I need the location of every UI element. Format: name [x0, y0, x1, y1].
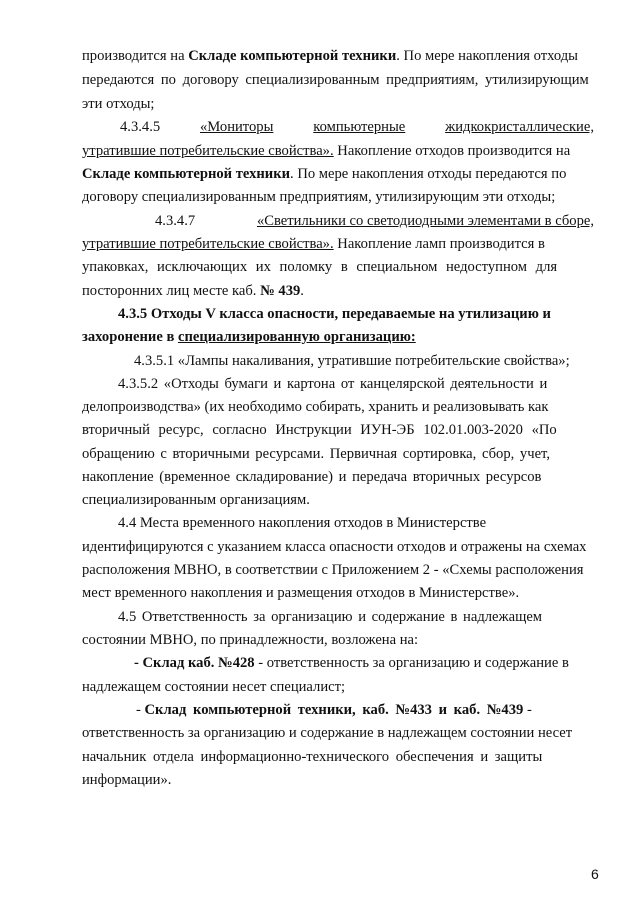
- text-line: 4.3.5.1 «Лампы накаливания, утратившие потребительские свойства»;: [134, 353, 570, 369]
- text-line: [155, 210, 594, 232]
- section-number: 4.3.4.7: [155, 213, 196, 229]
- text-line: передаются по договору специализированным предприятиям, утилизирующим: [82, 72, 589, 88]
- underlined-text: «Мониторы: [199, 119, 274, 135]
- text-line: 4.4 Места временного накопления отходов в Министерстве: [118, 515, 487, 531]
- text-line: 4.5 Ответственность за организацию и содержание в надлежащем: [118, 609, 543, 625]
- text-run: .: [300, 283, 304, 299]
- text-line: состоянии МВНО, по принадлежности, возложена на:: [82, 632, 419, 648]
- text-line: идентифицируются с указанием класса опасности отходов и отражены на схемах: [82, 539, 587, 555]
- text-line: [82, 163, 594, 185]
- text-line: [82, 45, 594, 67]
- text-line: информации».: [82, 772, 172, 788]
- section-heading: [82, 326, 594, 348]
- text-run: . По мере накопления отходы: [396, 48, 578, 64]
- underlined-text: утратившие потребительские свойства».: [82, 236, 334, 252]
- page-number: 6: [591, 866, 599, 882]
- underlined-text: жидкокристаллические,: [445, 119, 594, 135]
- text-line: специализированным организациям.: [82, 492, 310, 508]
- section-heading: 4.3.5 Отходы V класса опасности, передаваемые на утилизацию и: [118, 306, 551, 322]
- text-line: упаковках, исключающих их поломку в специальном недоступном для: [82, 259, 558, 275]
- text-run: Накопление ламп производится в: [333, 236, 545, 252]
- text-run: -: [136, 702, 145, 718]
- section-number: 4.3.4.5: [120, 119, 161, 135]
- text-run: . По мере накопления отходы передаются по: [290, 166, 567, 182]
- text-run: производится на: [82, 48, 189, 64]
- underlined-text: утратившие потребительские свойства».: [82, 143, 334, 159]
- text-line: мест временного накопления и размещения отходов в Министерстве».: [82, 585, 520, 601]
- text-line: начальник отдела информационно-технического обеспечения и защиты: [82, 749, 543, 765]
- text-line: надлежащем состоянии несет специалист;: [82, 679, 346, 695]
- text-line: 4.3.5.2 «Отходы бумаги и картона от канцелярской деятельности и: [118, 376, 548, 392]
- underlined-text: «Светильники со светодиодными элементами в сборе,: [256, 213, 594, 229]
- bold-text: Склад компьютерной техники, каб. №433 и каб. №439: [144, 702, 524, 718]
- text-line: эти отходы;: [82, 96, 155, 112]
- text-run: -: [523, 702, 532, 718]
- underlined-text: компьютерные: [313, 119, 406, 135]
- bold-text: Складе компьютерной техники: [188, 48, 397, 64]
- underlined-text: специализированную организацию:: [177, 329, 416, 345]
- bold-text: - Склад каб. №428: [134, 655, 255, 671]
- text-line: делопроизводства» (их необходимо собирать, хранить и реализовывать как: [82, 399, 549, 415]
- text-line: [136, 699, 594, 721]
- text-line: [82, 280, 594, 302]
- text-line: [134, 652, 594, 674]
- bold-text: захоронение в: [82, 329, 178, 345]
- text-line: вторичный ресурс, согласно Инструкции ИУН-ЭБ 102.01.003-2020 «По: [82, 422, 557, 438]
- text-line: [82, 140, 594, 162]
- text-line: расположения МВНО, в соответствии с Приложением 2 - «Схемы расположения: [82, 562, 584, 578]
- text-line: [82, 233, 594, 255]
- text-line: обращению с вторичными ресурсами. Первичная сортировка, сбор, учет,: [82, 446, 550, 462]
- text-run: - ответственность за организацию и содержание в: [254, 655, 569, 671]
- text-line: накопление (временное складирование) и передача вторичных ресурсов: [82, 469, 542, 485]
- bold-text: Складе компьютерной техники: [82, 166, 291, 182]
- text-line: договору специализированным предприятиям, утилизирующим эти отходы;: [82, 189, 556, 205]
- text-run: посторонних лиц месте каб.: [82, 283, 261, 299]
- text-line: [120, 116, 594, 138]
- text-line: ответственность за организацию и содержание в надлежащем состоянии несет: [82, 725, 573, 741]
- text-run: Накопление отходов производится на: [333, 143, 571, 159]
- bold-text: № 439: [260, 283, 301, 299]
